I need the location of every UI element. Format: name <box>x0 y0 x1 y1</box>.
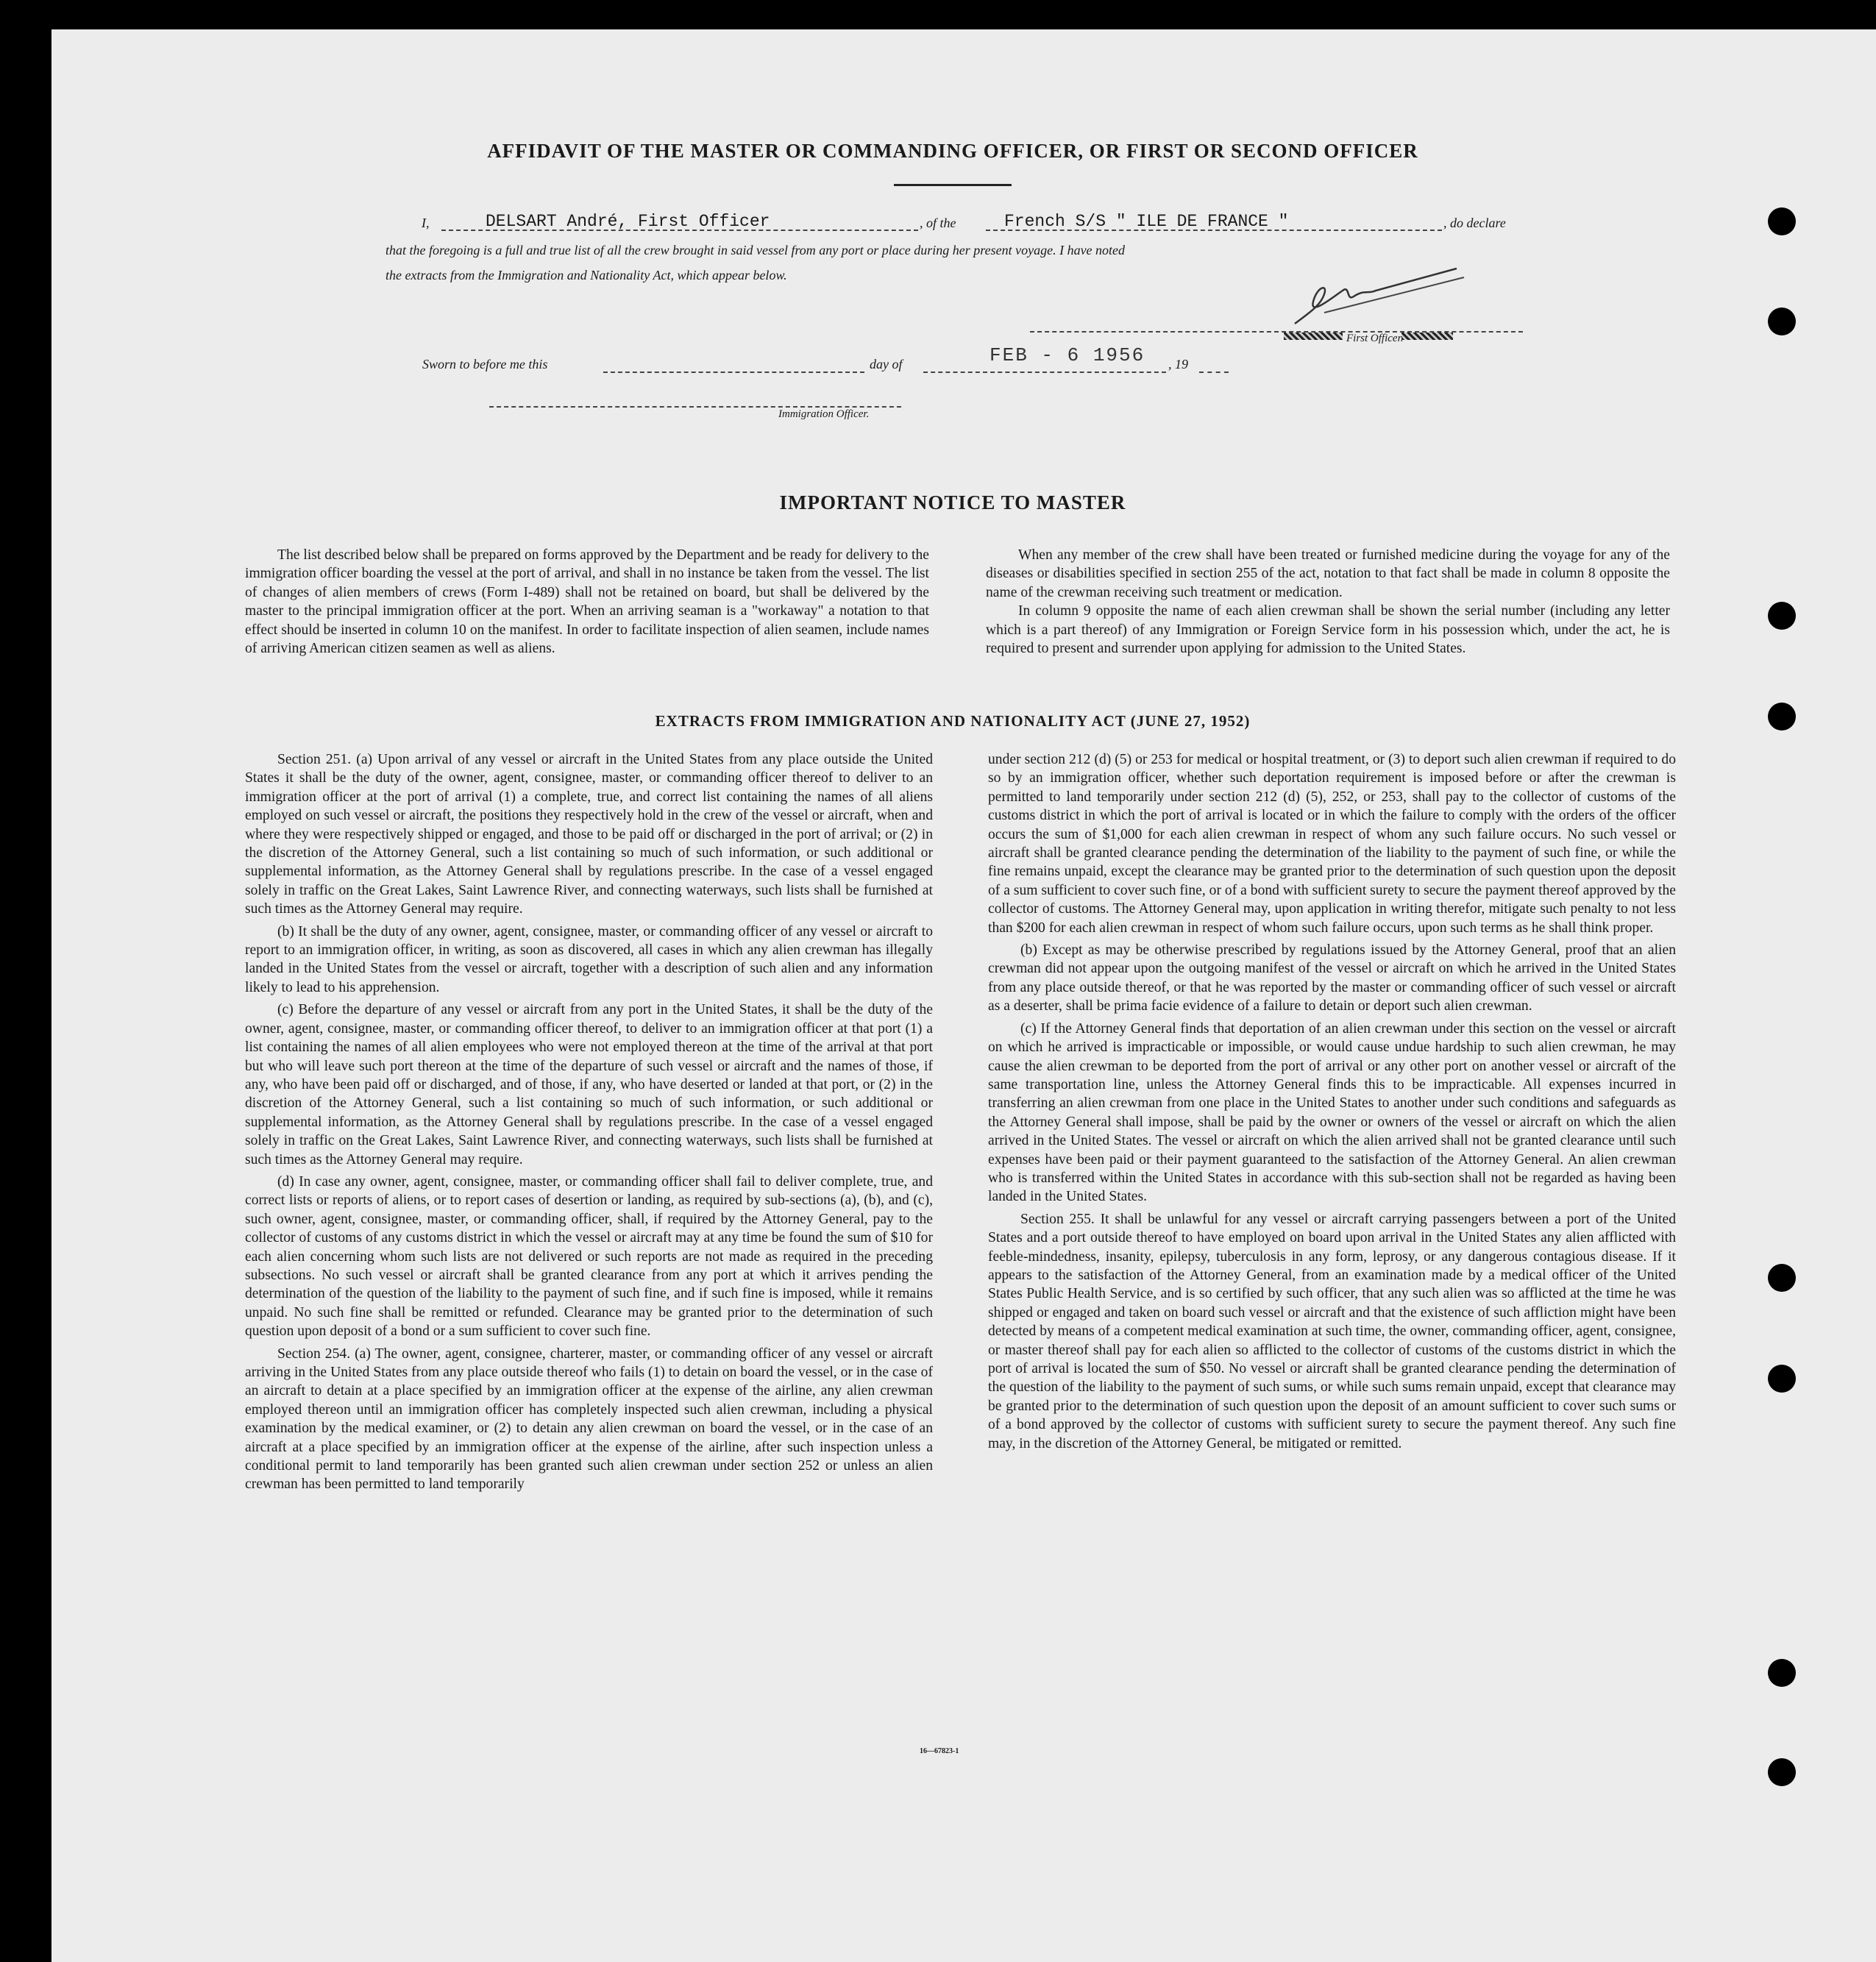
strikeout-mark <box>1284 333 1343 340</box>
day-of-label: day of <box>870 357 903 372</box>
extract-paragraph: (b) Except as may be otherwise prescribed by regulations issued by the Attorney General, proof that an alien crewman did not appear upon the outgoing manifest of the vessel or aircraft on which he arrived in the United States from any place outside thereof, or that he was reported by the master or commanding officer of such vessel or aircraft as a deserter, shall be prima facie evidence of a failure to detain or deport such alien crewman. <box>988 942 1676 1014</box>
sworn-label: Sworn to before me this <box>422 357 548 372</box>
punch-hole <box>1768 703 1796 731</box>
extract-paragraph: (c) If the Attorney General finds that deportation of an alien crewman under this section on the vessel or aircraft on which he arrived is impracticable or impossible, or would cause undue hardship to such alien crewman, he may cause the alien crewman to be deported from the port of arrival or any other port on another vessel or aircraft of the same transportation line, unless the Attorney General finds this to be impracticable. All expenses incurred in transferring an alien crewman from one place in the United States to another under such conditions and safeguards as the Attorney General shall impose, shall be paid by the owner or owners of the vessel or aircraft on which the alien arrived in the United States. The vessel or aircraft on which the alien arrived shall not be granted clearance until such expenses have been paid or their payment guaranteed to the satisfaction of the Attorney General. An alien crewman who is transferred within the United States in accordance with this sub-section shall not be regarded as having been landed in the United States. <box>988 1020 1676 1205</box>
extract-paragraph: Section 251. (a) Upon arrival of any vessel or aircraft in the United States from any place outside the United States it shall be the duty of the owner, agent, consignee, master, or commanding officer thereof to deliver to an immigration officer at the port of arrival (1) a complete, true, and correct list containing the names of all aliens employed on such vessel or aircraft, the positions they respectively hold in the crew of the vessel or aircraft, when and where they were respectively shipped or engaged, and those to be paid off or discharged in the port of arrival; or (2) in the discretion of the Attorney General, such a list containing so much of such information, or such additional or supplemental information, as the Attorney General shall by regulations prescribe. In the case of a vessel engaged solely in traffic on the Great Lakes, Saint Lawrence River, and connecting waterways, such lists shall be furnished at such times as the Attorney General may require. <box>245 752 933 917</box>
extracts-left-column <box>245 750 933 1498</box>
extract-paragraph: (b) It shall be the duty of any owner, agent, consignee, master, or commanding officer of any vessel or aircraft to report to an immigration officer, in writing, as soon as discovered, all cases in which any alien crewman has illegally landed in the United States from the vessel or aircraft, together with a description of such alien and any information likely to lead to his apprehension. <box>245 923 933 995</box>
punch-hole <box>1768 1264 1796 1292</box>
punch-hole <box>1768 1758 1796 1786</box>
declaration-prefix: I, <box>422 216 430 230</box>
declaration-line-2: that the foregoing is a full and true list of all the crew brought in said vessel from any port or place during her present voyage. I have noted <box>385 243 1126 257</box>
punch-hole <box>1768 207 1796 235</box>
punch-hole <box>1768 1365 1796 1393</box>
extract-paragraph: (d) In case any owner, agent, consignee, master, or commanding officer shall fail to deliver complete, true, and correct lists or reports of aliens, or to report cases of desertion or landing, as required by sub-sections (a), (b), and (c), such owner, agent, consignee, master, or commanding officer, shall, if required by the Attorney General, pay to the collector of customs of any customs district in which the vessel or aircraft may at any time be found the sum of $10 for each alien concerning whom such lists are not delivered or such reports are not made as required in the preceding subsections. No such vessel or aircraft shall be granted clearance from any port at which it arrives pending the determination of the question of the liability to the payment of such fine, and if such fine is imposed, while it remains unpaid. No such fine shall be remitted or refunded. Clearance may be granted prior to the determination of such question upon deposit of a bond or a sum sufficient to cover such fine. <box>245 1173 933 1340</box>
notice-title: IMPORTANT NOTICE TO MASTER <box>779 491 1126 513</box>
notice-left-text: The list described below shall be prepared on forms approved by the Department and be ready for delivery to the immigration officer boarding the vessel at the port of arrival, and shall in no instance be taken from the vessel. The list of changes of alien members of crews (Form I-489) shall not be retained on board, but shall be delivered by the master to the principal immigration officer at the port. When an arriving seaman is a "workaway" a notation to that effect should be inserted in column 10 on the manifest. In order to facilitate inspection of alien seamen, include names of arriving American citizen seamen as well as aliens. <box>245 547 929 657</box>
extract-paragraph: Section 255. It shall be unlawful for any vessel or aircraft carrying passengers between a port of the United States and a port outside thereof to have employed on board upon arrival in the United States any alien afflicted with feeble-mindedness, insanity, epilepsy, tuberculosis in any form, leprosy, or any dangerous contagious disease. If it appears to the satisfaction of the Attorney General, from an examination made by a medical officer of the United States Public Health Service, and is so certified by such officer, that any such alien was so afflicted at the time he was shipped or engaged and taken on board such vessel or aircraft and that the existence of such affliction might have been detected by means of a competent medical examination at such time, the owner, commanding officer, agent, consignee, or master thereof shall pay for each alien so afflicted to the collector of customs of the customs district in which the port of arrival is located the sum of $50. No vessel or aircraft shall be granted clearance pending the determination of the question of the liability to the payment of such sums, or while such sums remain unpaid, except that clearance may be granted prior to the determination of such question upon the deposit of an amount sufficient to cover such sums or of a bond approved by the collector of customs with sufficient surety to secure the payment thereof. Any such fine may, in the discretion of the Attorney General, be mitigated or remitted. <box>988 1211 1676 1451</box>
sworn-day-blank[interactable] <box>603 372 864 373</box>
punch-hole <box>1768 1659 1796 1687</box>
year-blank[interactable] <box>1199 372 1229 373</box>
punch-hole <box>1768 602 1796 630</box>
extract-paragraph: under section 212 (d) (5) or 253 for medical or hospital treatment, or (3) to deport such alien crewman if required to do so by an immigration officer, whether such deportation requirement is imposed before or after the crewman is permitted to land temporarily under section 212 (d) (5), 252, or 253, shall pay to the collector of customs of the customs district in which the port of arrival is located or in which the failure to comply with the orders of the officer occurs the sum of $1,000 for each alien crewman in respect of whom any such failure occurs. No such vessel or aircraft shall be granted clearance pending the determination of the liability to the payment of such fine, or while the fine remains unpaid, except the clearance may be granted prior to the determination of such question upon the deposit of a sum sufficient to cover such fine, or of a bond with sufficient surety to secure the payment thereof approved by the collector of customs. The Attorney General may, upon application in writing therefor, mitigate such penalty to not less than $200 for each alien crewman in respect of whom such failure occurs, upon such terms as he shall think proper. <box>988 752 1676 936</box>
of-the-label: , of the <box>920 216 956 230</box>
signature-caption: First Officer. <box>1346 333 1404 344</box>
extract-paragraph: (c) Before the departure of any vessel or aircraft from any port in the United States, it shall be the duty of the owner, agent, consignee, master, or commanding officer thereof, to deliver to an immigration officer at that port (1) a list containing the names of all alien employees who were not employed thereon at the time of the arrival at that port but who will leave such port thereon at the time of the departure of such vessel or aircraft and the names of those, if any, who have been paid off or discharged, and of those, if any, who have deserted or landed at that port, or (2) in the discretion of the Attorney General, such a list containing so much of such information, or such additional or supplemental information, as the Attorney General shall by regulations prescribe. In the case of a vessel engaged solely in traffic on the Great Lakes, Saint Lawrence River, and connecting waterways, such lists shall be furnished at such times as the Attorney General may require. <box>245 1002 933 1167</box>
immigration-officer-caption: Immigration Officer. <box>778 408 870 420</box>
immigration-officer-line <box>489 406 901 408</box>
declaration-line-3: the extracts from the Immigration and Nationality Act, which appear below. <box>385 268 787 282</box>
vessel-name-field[interactable]: French S/S " ILE DE FRANCE " <box>1004 212 1289 231</box>
officer-name-field[interactable]: DELSART André, First Officer <box>486 212 770 231</box>
extract-paragraph: Section 254. (a) The owner, agent, consignee, charterer, master, or commanding officer of any vessel or aircraft arriving in the United States from any place outside thereof who fails (1) to detain on board the vessel, or in the case of an aircraft to detain at a place specified by an immigration officer at the expense of the airline, any alien crewman employed thereon until an immigration officer has completely inspected such alien crewman, including a physical examination by the medical examiner, or (2) to detain any alien crewman on board the vessel, or in the case of an aircraft at a place specified by an immigration officer at the expense of the airline, after such inspection unless a conditional permit to land temporarily has been granted such alien crewman under section 252 or unless an alien crewman has been permitted to land temporarily <box>245 1346 933 1493</box>
year-prefix: , 19 <box>1168 357 1188 372</box>
form-code: 16—67823-1 <box>920 1747 959 1755</box>
extracts-title: EXTRACTS FROM IMMIGRATION AND NATIONALITY ACT (JUNE 27, 1952) <box>655 712 1251 730</box>
extracts-right-column <box>988 750 1676 1457</box>
strikeout-mark-2 <box>1401 333 1453 340</box>
title-rule <box>894 184 1012 186</box>
notice-right-text-1: When any member of the crew shall have been treated or furnished medicine during the voyage for any of the diseases or disabilities specified in section 255 of the act, notation to that fact shall be made in column 8 opposite the name of the crewman receiving such treatment or medication. <box>986 547 1670 600</box>
date-stamp: FEB - 6 1956 <box>989 344 1145 366</box>
notice-right-text-2: In column 9 opposite the name of each alien crewman shall be shown the serial number (including any letter which is a part thereof) of any Immigration or Foreign Service form in his possession which, under the act, he is required to present and surrender upon applying for admission to the United States. <box>986 603 1670 657</box>
notice-left-column <box>245 546 929 658</box>
do-declare-label: , do declare <box>1443 216 1506 230</box>
date-blank <box>923 372 1166 373</box>
notice-right-column <box>986 546 1670 658</box>
punch-hole <box>1768 308 1796 335</box>
affidavit-title: AFFIDAVIT OF THE MASTER OR COMMANDING OFFICER, OR FIRST OR SECOND OFFICER <box>487 140 1418 162</box>
signature-scribble <box>1280 261 1479 335</box>
